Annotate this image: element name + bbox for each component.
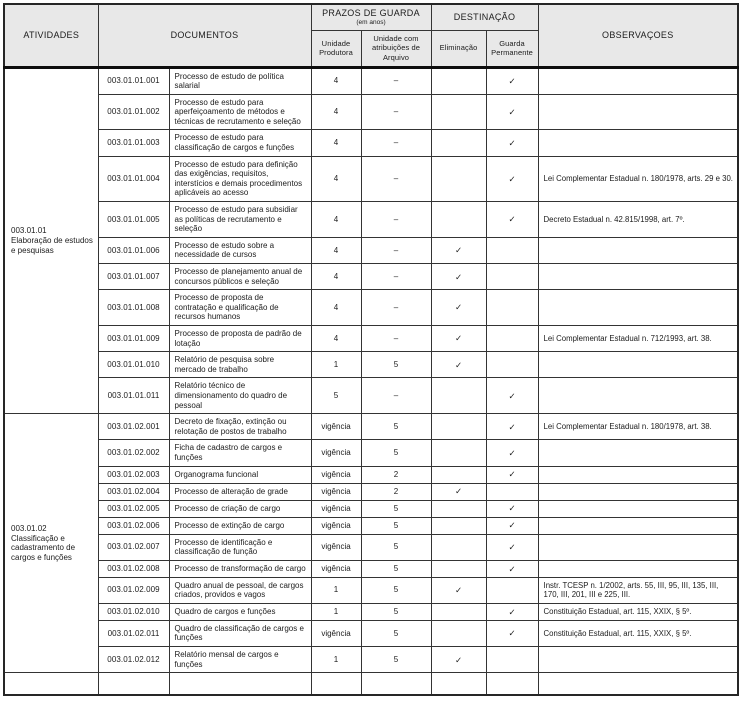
observacao-text [538,466,738,483]
observacao-text: Lei Complementar Estadual n. 180/1978, arts. 29 e 30. [538,156,738,201]
eliminacao-checkmark [431,414,486,440]
guarda-permanente-checkmark: ✓ [486,620,538,646]
retention-schedule-table [3,3,739,696]
table-row [4,156,738,201]
prazo-unidade-produtora-value: 4 [311,156,361,201]
table-row [4,130,738,156]
document-title: Processo de proposta de padrão de lotação [169,325,311,351]
document-title: Processo de estudo para classificação de cargos e funções [169,130,311,156]
table-row [4,414,738,440]
prazo-unidade-arquivo-value: 2 [361,483,431,500]
observacao-text [538,517,738,534]
observacao-text [538,130,738,156]
observacao-text: Lei Complementar Estadual n. 712/1993, art. 38. [538,325,738,351]
document-title: Ficha de cadastro de cargos e funções [169,440,311,466]
document-title: Organograma funcional [169,466,311,483]
document-code: 003.01.02.008 [98,560,169,577]
guarda-permanente-checkmark [486,352,538,378]
prazo-unidade-produtora-value: 1 [311,647,361,673]
prazo-unidade-arquivo-value: – [361,156,431,201]
document-code: 003.01.02.001 [98,414,169,440]
guarda-permanente-checkmark [486,290,538,326]
table-row [4,290,738,326]
observacao-text [538,94,738,130]
cut-off-cell [486,673,538,695]
activity-cell [4,67,98,414]
guarda-permanente-checkmark: ✓ [486,414,538,440]
cut-off-cell [361,673,431,695]
observacao-text [538,378,738,414]
observacao-text [538,264,738,290]
document-title: Processo de identificação e classificação de função [169,534,311,560]
prazo-unidade-produtora-value: vigência [311,620,361,646]
document-code: 003.01.02.002 [98,440,169,466]
document-title: Processo de alteração de grade [169,483,311,500]
guarda-permanente-checkmark [486,237,538,263]
prazo-unidade-arquivo-value: – [361,264,431,290]
guarda-permanente-checkmark [486,647,538,673]
document-title: Processo de estudo de política salarial [169,67,311,94]
observacao-text [538,67,738,94]
subcolumn-header-unidade-produtora: Unidade Produtora [311,30,361,67]
guarda-permanente-checkmark: ✓ [486,534,538,560]
activity-code: 003.01.01 [11,226,47,236]
prazo-unidade-arquivo-value: 2 [361,466,431,483]
cut-off-cell [98,673,169,695]
guarda-permanente-checkmark: ✓ [486,202,538,238]
guarda-permanente-checkmark: ✓ [486,500,538,517]
prazo-unidade-produtora-value: 4 [311,237,361,263]
document-title: Processo de estudo para definição das exigências, requisitos, interstícios e demais procedimentos aplicáveis ao acesso [169,156,311,201]
cut-off-cell [431,673,486,695]
document-code: 003.01.02.010 [98,603,169,620]
document-title: Processo de extinção de cargo [169,517,311,534]
observacao-text: Constituição Estadual, art. 115, XXIX, § 5º. [538,603,738,620]
table-row [4,440,738,466]
prazo-unidade-arquivo-value: – [361,237,431,263]
table-row [4,466,738,483]
table-row [4,237,738,263]
column-header-documentos: DOCUMENTOS [98,4,311,67]
document-code: 003.01.01.002 [98,94,169,130]
prazo-unidade-arquivo-value: – [361,67,431,94]
prazo-unidade-arquivo-value: – [361,378,431,414]
prazo-unidade-produtora-value: 5 [311,378,361,414]
document-code: 003.01.01.010 [98,352,169,378]
document-title: Relatório técnico de dimensionamento do quadro de pessoal [169,378,311,414]
prazo-unidade-arquivo-value: – [361,94,431,130]
eliminacao-checkmark: ✓ [431,352,486,378]
observacao-text [538,352,738,378]
document-code: 003.01.02.006 [98,517,169,534]
prazo-unidade-produtora-value: vigência [311,534,361,560]
cut-off-row [4,673,738,695]
document-code: 003.01.01.007 [98,264,169,290]
prazo-unidade-produtora-value: vigência [311,560,361,577]
guarda-permanente-checkmark: ✓ [486,156,538,201]
observacao-text: Constituição Estadual, art. 115, XXIX, § 5º. [538,620,738,646]
prazo-unidade-arquivo-value: 5 [361,620,431,646]
document-title: Quadro de cargos e funções [169,603,311,620]
cut-off-cell [169,673,311,695]
document-title: Processo de criação de cargo [169,500,311,517]
prazo-unidade-arquivo-value: 5 [361,560,431,577]
prazo-unidade-arquivo-value: – [361,130,431,156]
table-row [4,517,738,534]
eliminacao-checkmark [431,156,486,201]
eliminacao-checkmark [431,534,486,560]
prazo-unidade-produtora-value: 1 [311,603,361,620]
prazos-title: PRAZOS DE GUARDA [322,8,420,19]
document-title: Processo de planejamento anual de concursos públicos e seleção [169,264,311,290]
table-row [4,94,738,130]
prazo-unidade-produtora-value: 4 [311,325,361,351]
document-code: 003.01.02.011 [98,620,169,646]
prazo-unidade-produtora-value: vigência [311,483,361,500]
document-code: 003.01.01.005 [98,202,169,238]
document-title: Processo de proposta de contratação e qualificação de recursos humanos [169,290,311,326]
document-code: 003.01.02.012 [98,647,169,673]
observacao-text [538,500,738,517]
observacao-text [538,237,738,263]
header-group-row [4,4,738,30]
table-body [4,67,738,695]
prazo-unidade-produtora-value: 4 [311,290,361,326]
eliminacao-checkmark [431,202,486,238]
activity-label: Classificação e cadastramento de cargos e funções [11,533,76,562]
prazo-unidade-produtora-value: vigência [311,500,361,517]
cut-off-cell [4,673,98,695]
observacao-text [538,290,738,326]
eliminacao-checkmark [431,620,486,646]
eliminacao-checkmark [431,560,486,577]
eliminacao-checkmark: ✓ [431,237,486,263]
table-row [4,483,738,500]
observacao-text: Instr. TCESP n. 1/2002, arts. 55, III, 95, III, 135, III, 170, III, 201, III e 225, III. [538,577,738,603]
prazo-unidade-produtora-value: 1 [311,352,361,378]
guarda-permanente-checkmark: ✓ [486,67,538,94]
table-row [4,620,738,646]
prazo-unidade-produtora-value: vigência [311,466,361,483]
document-title: Quadro anual de pessoal, de cargos criados, providos e vagos [169,577,311,603]
observacao-text [538,483,738,500]
prazo-unidade-arquivo-value: 5 [361,603,431,620]
document-title: Decreto de fixação, extinção ou relotação de postos de trabalho [169,414,311,440]
subcolumn-header-guarda-permanente: Guarda Permanente [486,30,538,67]
column-header-atividades: ATIVIDADES [4,4,98,67]
eliminacao-checkmark: ✓ [431,483,486,500]
column-header-destinacao: DESTINAÇÃO [431,4,538,30]
prazo-unidade-produtora-value: 4 [311,202,361,238]
observacao-text: Decreto Estadual n. 42.815/1998, art. 7º. [538,202,738,238]
document-title: Processo de transformação de cargo [169,560,311,577]
eliminacao-checkmark [431,466,486,483]
prazos-unit-label: (em anos) [356,19,386,27]
prazo-unidade-arquivo-value: 5 [361,414,431,440]
eliminacao-checkmark [431,500,486,517]
document-code: 003.01.01.003 [98,130,169,156]
prazo-unidade-arquivo-value: – [361,290,431,326]
document-title: Relatório mensal de cargos e funções [169,647,311,673]
prazo-unidade-produtora-value: 4 [311,67,361,94]
subcolumn-header-eliminacao: Eliminação [431,30,486,67]
prazo-unidade-produtora-value: vigência [311,414,361,440]
table-row [4,352,738,378]
column-header-prazos-de-guarda [311,4,431,30]
document-code: 003.01.01.004 [98,156,169,201]
prazo-unidade-arquivo-value: – [361,325,431,351]
table-row [4,202,738,238]
table-row [4,577,738,603]
document-title: Processo de estudo para subsidiar as políticas de recrutamento e seleção [169,202,311,238]
eliminacao-checkmark [431,94,486,130]
eliminacao-checkmark: ✓ [431,290,486,326]
prazo-unidade-produtora-value: vigência [311,440,361,466]
observacao-text [538,534,738,560]
guarda-permanente-checkmark: ✓ [486,94,538,130]
prazo-unidade-arquivo-value: 5 [361,647,431,673]
table-row [4,560,738,577]
eliminacao-checkmark: ✓ [431,577,486,603]
guarda-permanente-checkmark: ✓ [486,130,538,156]
column-header-observacoes: OBSERVAÇOES [538,4,738,67]
document-title: Processo de estudo para aperfeiçoamento de métodos e técnicas de recrutamento e seleção [169,94,311,130]
table-row [4,500,738,517]
table-row [4,534,738,560]
table-row [4,264,738,290]
document-code: 003.01.01.011 [98,378,169,414]
prazo-unidade-arquivo-value: 5 [361,517,431,534]
guarda-permanente-checkmark: ✓ [486,603,538,620]
observacao-text [538,647,738,673]
guarda-permanente-checkmark: ✓ [486,440,538,466]
eliminacao-checkmark [431,603,486,620]
prazo-unidade-produtora-value: 4 [311,130,361,156]
document-code: 003.01.02.003 [98,466,169,483]
document-code: 003.01.02.004 [98,483,169,500]
prazo-unidade-produtora-value: 4 [311,264,361,290]
eliminacao-checkmark [431,67,486,94]
guarda-permanente-checkmark [486,264,538,290]
prazo-unidade-arquivo-value: 5 [361,577,431,603]
observacao-text [538,440,738,466]
observacao-text: Lei Complementar Estadual n. 180/1978, art. 38. [538,414,738,440]
observacao-text [538,560,738,577]
document-code: 003.01.02.009 [98,577,169,603]
eliminacao-checkmark [431,378,486,414]
prazo-unidade-arquivo-value: 5 [361,352,431,378]
eliminacao-checkmark: ✓ [431,264,486,290]
guarda-permanente-checkmark: ✓ [486,517,538,534]
prazo-unidade-produtora-value: 1 [311,577,361,603]
eliminacao-checkmark [431,440,486,466]
table-row [4,325,738,351]
guarda-permanente-checkmark: ✓ [486,560,538,577]
prazo-unidade-produtora-value: 4 [311,94,361,130]
guarda-permanente-checkmark: ✓ [486,378,538,414]
document-title: Quadro de classificação de cargos e funções [169,620,311,646]
table-row [4,603,738,620]
activity-cell [4,414,98,673]
document-code: 003.01.01.008 [98,290,169,326]
eliminacao-checkmark [431,130,486,156]
document-title: Relatório de pesquisa sobre mercado de trabalho [169,352,311,378]
prazo-unidade-arquivo-value: – [361,202,431,238]
document-code: 003.01.02.007 [98,534,169,560]
guarda-permanente-checkmark: ✓ [486,466,538,483]
cut-off-cell [538,673,738,695]
document-title: Processo de estudo sobre a necessidade de cursos [169,237,311,263]
eliminacao-checkmark [431,517,486,534]
cut-off-cell [311,673,361,695]
activity-code: 003.01.02 [11,524,47,533]
table-row [4,647,738,673]
guarda-permanente-checkmark [486,483,538,500]
activity-label: Elaboração de estudos e pesquisas [11,236,93,255]
document-code: 003.01.01.001 [98,67,169,94]
table-row [4,67,738,94]
guarda-permanente-checkmark [486,577,538,603]
table-row [4,378,738,414]
prazo-unidade-produtora-value: vigência [311,517,361,534]
prazo-unidade-arquivo-value: 5 [361,500,431,517]
eliminacao-checkmark: ✓ [431,325,486,351]
guarda-permanente-checkmark [486,325,538,351]
subcolumn-header-unidade-arquivo: Unidade com atribuições de Arquivo [361,30,431,67]
document-code: 003.01.02.005 [98,500,169,517]
prazo-unidade-arquivo-value: 5 [361,440,431,466]
table-header [4,4,738,67]
prazo-unidade-arquivo-value: 5 [361,534,431,560]
document-code: 003.01.01.009 [98,325,169,351]
document-code: 003.01.01.006 [98,237,169,263]
eliminacao-checkmark: ✓ [431,647,486,673]
